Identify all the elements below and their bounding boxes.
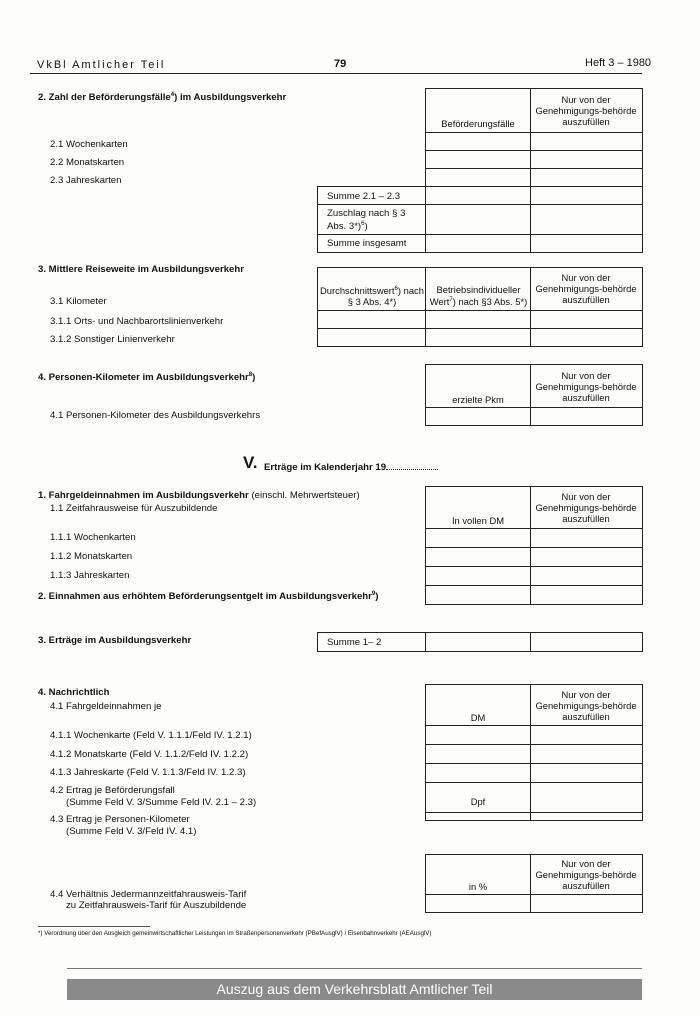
v4-item-2: 4.1.2 Monatskarte (Feld V. 1.1.2/Feld IV. 1.2.2) xyxy=(50,749,249,760)
s3-col1-header: Durchschnittswert$^6$) nach § 3 Abs. 4*) xyxy=(320,285,424,308)
v1-title: 1. Fahrgeldeinnahmen im Ausbildungsverkehr (einschl. Mehrwertsteuer) xyxy=(38,490,360,501)
v1-col1-header: In vollen DM xyxy=(451,515,505,526)
header-rule xyxy=(30,73,642,74)
journal-title: VkBl Amtlicher Teil xyxy=(37,59,166,71)
s3-col3-header: Nur von der Genehmigungs-behörde auszufüllen xyxy=(535,272,637,305)
v1-item-2: 1.1.2 Monatskarten xyxy=(50,551,133,562)
s2-col1-header: Beförderungsfälle xyxy=(441,118,515,129)
v4-sub: 4.1 Fahrgeldeinnahmen je xyxy=(50,701,162,712)
s3-item-2: 3.1.1 Orts- und Nachbarortslinienverkehr xyxy=(50,316,224,327)
v1-sub: 1.1 Zeitfahrausweise für Auszubildende xyxy=(50,503,218,514)
v4-item-42a: 4.2 Ertrag je Beförderungsfall xyxy=(50,785,175,796)
v4-col2-header: Nur von der Genehmigungs-behörde auszufüllen xyxy=(535,689,637,722)
v4-item-1: 4.1.1 Wochenkarte (Feld V. 1.1.1/Feld IV. 1.2.1) xyxy=(50,730,252,741)
s4-item-1: 4.1 Personen-Kilometer des Ausbildungsverkehrs xyxy=(50,410,261,421)
s3-col2-header: Betriebsindividueller Wert$^7$) nach §3 Abs. 5*) xyxy=(429,284,528,308)
issue-label: Heft 3 – 1980 xyxy=(585,57,652,69)
s2-item-3: 2.3 Jahreskarten xyxy=(50,175,122,186)
s2-total-label: Summe insgesamt xyxy=(327,238,407,249)
v4-item-43b: (Summe Feld V. 3/Feld IV. 4.1) xyxy=(66,826,197,837)
footnote-rule xyxy=(38,926,150,927)
v4-col1-header: DM xyxy=(470,712,486,723)
v4-item-3: 4.1.3 Jahreskarte (Feld V. 1.1.3/Feld IV. 1.2.3) xyxy=(50,767,246,778)
v44-col1-header: in % xyxy=(468,881,488,892)
v4-dpf-label: Dpf xyxy=(470,796,486,807)
s3-title: 3. Mittlere Reiseweite im Ausbildungsverkehr xyxy=(38,264,244,275)
s2-item-1: 2.1 Wochenkarten xyxy=(50,139,128,150)
section-v-title: Erträge im Kalenderjahr 19 xyxy=(264,460,438,473)
v4-title: 4. Nachrichtlich xyxy=(38,687,110,698)
v4-item-42b: (Summe Feld V. 3/Summe Feld IV. 2.1 – 2.3) xyxy=(66,797,257,808)
footer-banner: Auszug aus dem Verkehrsblatt Amtlicher Teil xyxy=(67,979,642,1000)
v4-item-43a: 4.3 Ertrag je Personen-Kilometer xyxy=(50,814,190,825)
section-v-numeral: V. xyxy=(243,453,258,472)
s2-col2-header: Nur von der Genehmigungs-behörde auszufüllen xyxy=(535,94,637,127)
s3-item-3: 3.1.2 Sonstiger Linienverkehr xyxy=(50,334,175,345)
s4-title: 4. Personen-Kilometer im Ausbildungsverkehr$^8$) xyxy=(38,372,256,384)
v1-col2-header: Nur von der Genehmigungs-behörde auszufüllen xyxy=(535,491,637,524)
v44-line-b: zu Zeitfahrausweis-Tarif für Auszubildende xyxy=(66,900,247,911)
v2-title: 2. Einnahmen aus erhöhtem Beförderungsentgelt im Ausbildungsverkehr$^9$) xyxy=(38,591,379,603)
v1-item-3: 1.1.3 Jahreskarten xyxy=(50,570,130,581)
footnote: *) Verordnung über den Ausgleich gemeinwirtschaftlicher Leistungen im Straßenpersonenverkehr (PBefAusglV) / Eisenbahnverkehr (AEAusglV) xyxy=(38,930,432,937)
v3-sum-label: Summe 1– 2 xyxy=(327,637,382,648)
s2-sum-label: Summe 2.1 – 2.3 xyxy=(327,191,401,202)
v3-title: 3. Erträge im Ausbildungsverkehr xyxy=(38,635,192,646)
page-number: 79 xyxy=(334,58,347,70)
v1-item-1: 1.1.1 Wochenkarten xyxy=(50,532,136,543)
s2-item-2: 2.2 Monatskarten xyxy=(50,157,125,168)
s2-zuschlag-label: Zuschlag nach § 3 Abs. 3*)$^6$) xyxy=(327,208,406,233)
v44-col2-header: Nur von der Genehmigungs-behörde auszufüllen xyxy=(535,858,637,891)
v44-line-a: 4.4 Verhältnis Jedermannzeitfahrausweis-Tarif xyxy=(50,889,247,900)
footer-rule xyxy=(67,968,642,969)
s4-col1-header: erzielte Pkm xyxy=(452,394,504,405)
s3-item-1: 3.1 Kilometer xyxy=(50,296,107,307)
s4-col2-header: Nur von der Genehmigungs-behörde auszufüllen xyxy=(535,370,637,403)
s2-title: 2. Zahl der Beförderungsfälle$^4$) im Ausbildungsverkehr xyxy=(38,92,287,104)
